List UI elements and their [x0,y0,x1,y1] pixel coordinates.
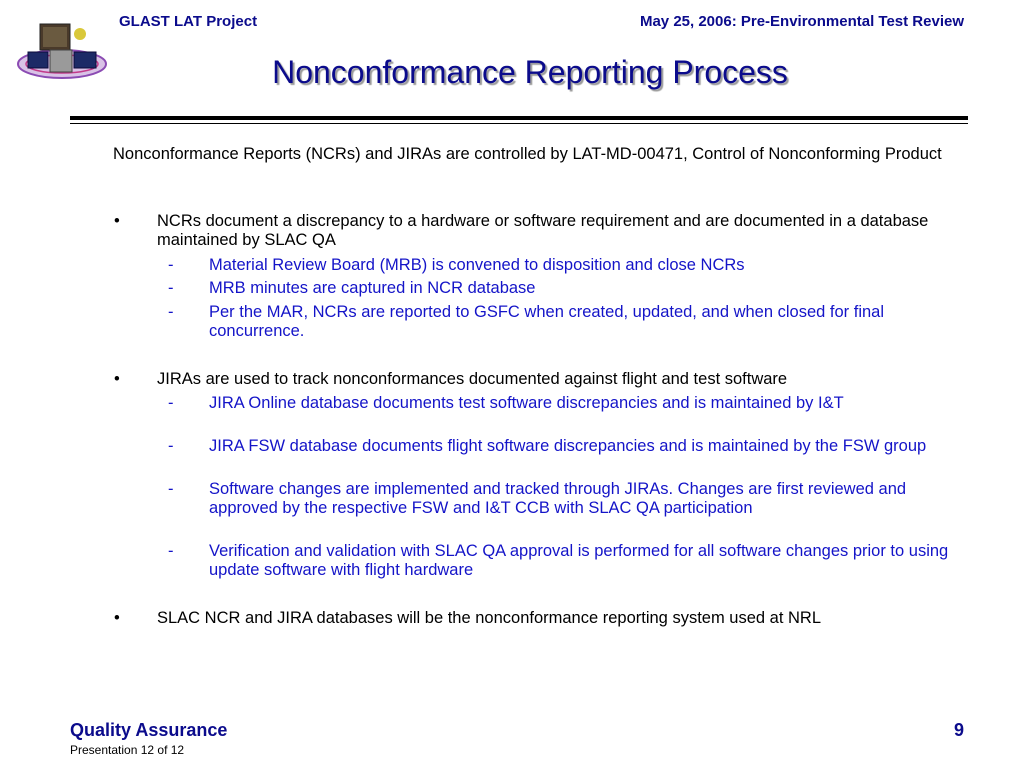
sub-item: JIRA FSW database documents flight software discrepancies and is maintained by the FSW group [209,437,927,455]
bullet-mark: • [114,609,120,627]
bullet-mark: • [114,370,120,388]
intro-paragraph: Nonconformance Reports (NCRs) and JIRAs are controlled by LAT-MD-00471, Control of Nonconforming Product [113,145,942,163]
sub-item: Material Review Board (MRB) is convened to disposition and close NCRs [209,256,745,274]
sub-item: JIRA Online database documents test software discrepancies and is maintained by I&T [209,394,844,412]
slide-title: Nonconformance Reporting Process [272,54,788,90]
title-rule-thick [70,116,968,120]
footer-section: Quality Assurance [70,720,228,740]
bullet-item: JIRAs are used to track nonconformances documented against flight and test software [157,370,788,388]
dash-mark: - [168,480,174,498]
bullet-item: SLAC NCR and JIRA databases will be the nonconformance reporting system used at NRL [157,609,822,627]
dash-mark: - [168,279,174,297]
sub-item: Per the MAR, NCRs are reported to GSFC when created, updated, and when closed for final concurrence. [209,303,885,340]
dash-mark: - [168,303,174,321]
sub-item: Software changes are implemented and tracked through JIRAs. Changes are first reviewed and approved by the respective FSW and I&T CCB with SLAC QA participation [209,480,907,517]
bullet-mark: • [114,212,120,230]
review-date: May 25, 2006: Pre-Environmental Test Review [639,13,964,30]
dash-mark: - [168,256,174,274]
bullet-item: NCRs document a discrepancy to a hardware or software requirement and are documented in a database maintained by SLAC QA [157,212,929,249]
sub-item: Verification and validation with SLAC QA approval is performed for all software changes prior to using update software with flight hardware [209,542,949,579]
title-rule-thin [70,123,968,124]
dash-mark: - [168,394,174,412]
dash-mark: - [168,437,174,455]
sub-item: MRB minutes are captured in NCR database [209,279,536,297]
page-number: 9 [953,720,964,740]
dash-mark: - [168,542,174,560]
project-name: GLAST LAT Project [119,13,258,30]
footer-presentation-count: Presentation 12 of 12 [70,743,185,757]
